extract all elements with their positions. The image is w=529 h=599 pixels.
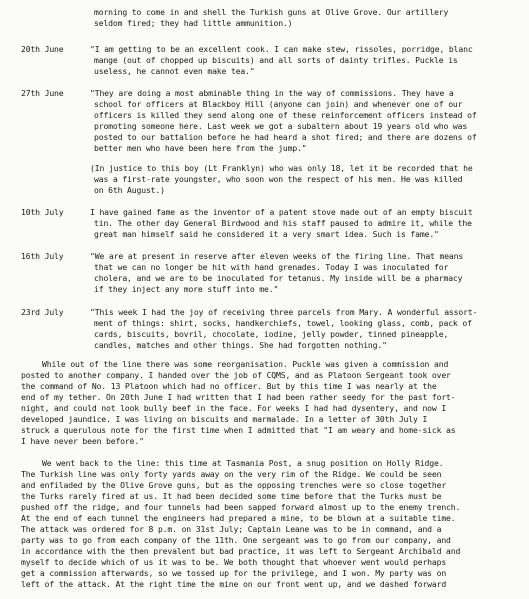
text-line: cards, biscuits, bovril, chocolate, iodine, jelly powder, tinned pineapple, <box>94 329 449 339</box>
text-line: on 6th August.) <box>94 185 165 195</box>
text-line: that we can no longer be hit with hand grenades. Today I was inoculated for <box>94 262 449 272</box>
text-line: school for officers at Blackboy Hill (anyone can join) and whenever one of our <box>94 99 463 109</box>
text-line: great man himself said he considered it a very smart idea. Such is fame." <box>94 229 439 239</box>
text-line: seldom fired; they had little ammunition.) <box>94 18 293 28</box>
text-line: was a first-rate youngster, who soon won the respect of his men. He was killed <box>94 174 463 184</box>
text-line: posted to our battalion before he had heard a shot fired; and there are dozens of <box>94 132 477 142</box>
text-line: if they inject any more stuff into me." <box>94 284 279 294</box>
text-line: ment of things: shirt, socks, handkerchiefs, towel, looking glass, comb, pack of <box>94 318 472 328</box>
entry-date: 20th June <box>21 44 64 54</box>
text-line: "We are at present in reserve after eleven weeks of the firing line. That means <box>90 251 464 261</box>
text-line: The attack was ordered for 8 p.m. on 31st July; Captain Leane was to be in command, and a <box>21 524 442 534</box>
text-line: candles, matches and other things. She had forgotten nothing." <box>94 340 387 350</box>
text-line: myself to decide which of us it was to be. We both thought that whoever went would perhaps <box>21 557 447 567</box>
text-line: end of my tether. On 20th June I had written that I had been rather seedy for the past fort- <box>21 392 456 402</box>
text-line: "I am getting to be an excellent cook. I can make stew, rissoles, porridge, blanc <box>90 44 473 54</box>
text-line: promoting someone here. Last week we got a subaltern about 19 years old who was <box>94 121 468 131</box>
text-line: At the end of each tunnel the engineers had prepared a mine, to be blown at a suitable time. <box>21 513 456 523</box>
text-line: the Turks rarely fired at us. It had been decided some time before that the Turks must be <box>21 491 442 501</box>
text-line: party was to go from each company of the 11th. One sergeant was to go from our company, and <box>21 535 451 545</box>
text-line: struck a querulous note for the first time when I admitted that "I am weary and home-sick as <box>21 425 456 435</box>
entry-date: 10th July <box>21 207 64 217</box>
text-line: the command of No. 13 Platoon which had no officer. But by this time I was nearly at the <box>21 381 437 391</box>
text-line: officers is killed they send along one of these reinforcement officers instead of <box>94 110 477 120</box>
text-line: I have never been before." <box>21 436 144 446</box>
text-line: I have gained fame as the inventor of a patent stove made out of an empty biscuit <box>90 207 473 217</box>
text-line: and enfiladed by the Olive Grove guns, but as the opposing trenches were so close together <box>21 480 447 490</box>
text-line: mange (out of chopped up biscuits) and all sorts of dainty trifles. Puckle is <box>94 55 458 65</box>
text-line: "This week I had the joy of receiving three parcels from Mary. A wonderful assort- <box>90 307 478 317</box>
text-line: (In justice to this boy (Lt Franklyn) who was only 18, let it be recorded that he <box>90 163 473 173</box>
text-line: pushed off the ridge, and four tunnels had been sapped forward almost up to the enemy trench. <box>21 502 461 512</box>
text-line: cholera, and we are to be inoculated for tetanus. My inside will be a pharmacy <box>94 273 463 283</box>
text-line: developed jaundice. I was living on biscuits and marmalade. In a letter of 30th July I <box>21 414 428 424</box>
text-line: left of the attack. At the right time the mine on our front went up, and we dashed forward <box>21 579 447 589</box>
text-line: The Turkish line was only forty yards away on the very rim of the Ridge. We could be seen <box>21 469 442 479</box>
entry-date: 23rd July <box>21 307 64 317</box>
text-line: get a commission afterwards, so we tossed up for the privilege, and I won. My party was on <box>21 568 447 578</box>
entry-date: 16th July <box>21 251 64 261</box>
text-line: morning to come in and shell the Turkish guns at Olive Grove. Our artillery <box>94 7 449 17</box>
text-line: While out of the line there was some reorganisation. Puckle was given a commission and <box>42 359 449 369</box>
text-line: posted to another company. I handed over the job of CQMS, and as Platoon Sergeant took over <box>21 370 451 380</box>
text-line: tin. The other day General Birdwood and his staff paused to admire it, while the <box>94 218 472 228</box>
entry-date: 27th June <box>21 88 64 98</box>
text-line: We went back to the line: this time at Tasmania Post, a snug position on Holly Ridge. <box>42 458 444 468</box>
text-line: "They are doing a most abminable thing in the way of commissions. They have a <box>90 88 454 98</box>
text-line: better men who have been here from the jump." <box>94 143 307 153</box>
text-line: useless, he cannot even make tea." <box>94 66 255 76</box>
text-line: in accordance with the then prevalent but bad practice, it was left to Sergeant Archibald and <box>21 546 461 556</box>
text-line: night, and could not look bully beef in the face. For weeks I had had dysentery, and now I <box>21 403 447 413</box>
